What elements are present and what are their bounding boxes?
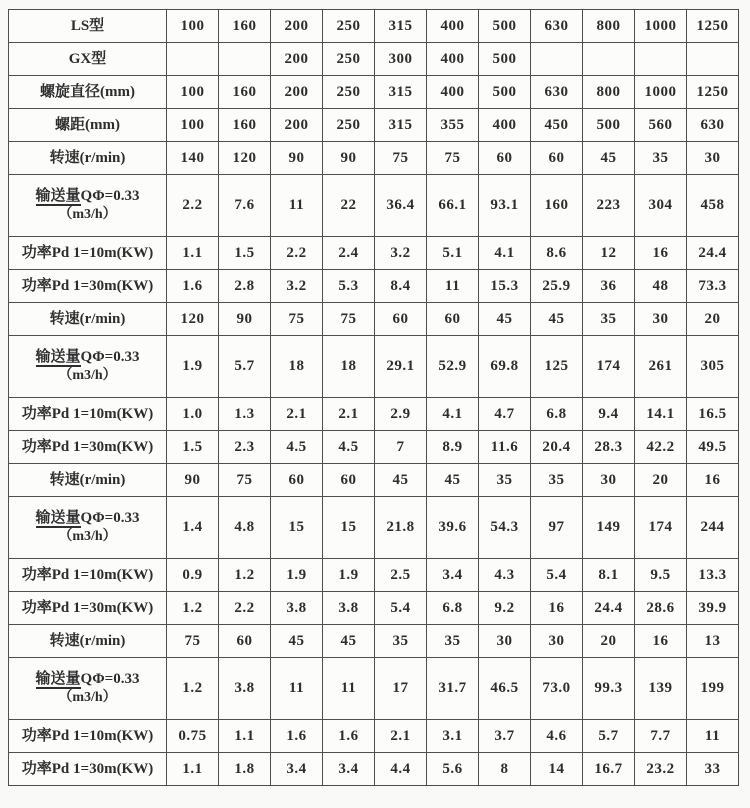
- value-cell: 8.4: [375, 270, 427, 303]
- value-cell: 12: [583, 237, 635, 270]
- value-cell: 4.7: [479, 398, 531, 431]
- value-cell: 36.4: [375, 175, 427, 237]
- table-row: [9, 175, 739, 237]
- value-cell: 39.6: [427, 497, 479, 559]
- value-cell: 45: [583, 142, 635, 175]
- value-cell: 2.1: [271, 398, 323, 431]
- value-cell: 200: [271, 10, 323, 43]
- value-cell: 200: [271, 109, 323, 142]
- value-cell: 60: [323, 464, 375, 497]
- value-cell: 100: [167, 10, 219, 43]
- value-cell: 75: [167, 625, 219, 658]
- value-cell: 630: [687, 109, 739, 142]
- value-cell: 4.5: [271, 431, 323, 464]
- table-row: [9, 303, 739, 336]
- value-cell: 2.5: [375, 559, 427, 592]
- value-cell: 21.8: [375, 497, 427, 559]
- value-cell: 2.2: [167, 175, 219, 237]
- row-label: 功率Pd 1=30m(KW): [9, 431, 167, 464]
- value-cell: 315: [375, 109, 427, 142]
- value-cell: 0.75: [167, 720, 219, 753]
- value-cell: 24.4: [687, 237, 739, 270]
- value-cell: 400: [427, 10, 479, 43]
- value-cell: 9.4: [583, 398, 635, 431]
- value-cell: 90: [271, 142, 323, 175]
- value-cell: 3.4: [271, 753, 323, 786]
- value-cell: 2.4: [323, 237, 375, 270]
- row-label: 功率Pd 1=10m(KW): [9, 237, 167, 270]
- value-cell: 500: [479, 10, 531, 43]
- value-cell: 18: [323, 336, 375, 398]
- value-cell: 223: [583, 175, 635, 237]
- value-cell: 49.5: [687, 431, 739, 464]
- value-cell: 8.9: [427, 431, 479, 464]
- value-cell: 160: [219, 10, 271, 43]
- value-cell: 93.1: [479, 175, 531, 237]
- value-cell: 304: [635, 175, 687, 237]
- value-cell: 11: [271, 658, 323, 720]
- row-label: 功率Pd 1=10m(KW): [9, 720, 167, 753]
- value-cell: 16: [635, 237, 687, 270]
- value-cell: 3.8: [219, 658, 271, 720]
- value-cell: 2.1: [375, 720, 427, 753]
- value-cell: 1.6: [167, 270, 219, 303]
- table-row: [9, 10, 739, 43]
- value-cell: 120: [167, 303, 219, 336]
- value-cell: 315: [375, 76, 427, 109]
- value-cell: 35: [635, 142, 687, 175]
- value-cell: 75: [219, 464, 271, 497]
- value-cell: 15.3: [479, 270, 531, 303]
- value-cell: 15: [323, 497, 375, 559]
- row-label-underlined-part: 输送量: [35, 348, 81, 365]
- value-cell: 16.5: [687, 398, 739, 431]
- value-cell: 3.2: [271, 270, 323, 303]
- row-label: 转速(r/min): [9, 142, 167, 175]
- value-cell: 16.7: [583, 753, 635, 786]
- value-cell: 46.5: [479, 658, 531, 720]
- value-cell: 630: [531, 76, 583, 109]
- row-label-unit-line: （m3/h）: [58, 207, 117, 223]
- value-cell: 20: [635, 464, 687, 497]
- value-cell: 4.5: [323, 431, 375, 464]
- value-cell: 35: [583, 303, 635, 336]
- value-cell: 1.2: [167, 592, 219, 625]
- value-cell: 1.5: [167, 431, 219, 464]
- row-label: GX型: [9, 43, 167, 76]
- value-cell: 5.3: [323, 270, 375, 303]
- value-cell: 60: [375, 303, 427, 336]
- row-label: 转速(r/min): [9, 303, 167, 336]
- value-cell: 20.4: [531, 431, 583, 464]
- spec-table-body: [9, 10, 739, 786]
- value-cell: 73.0: [531, 658, 583, 720]
- value-cell: 13.3: [687, 559, 739, 592]
- value-cell: 3.4: [323, 753, 375, 786]
- value-cell: 355: [427, 109, 479, 142]
- value-cell: 1.1: [219, 720, 271, 753]
- value-cell: 6.8: [531, 398, 583, 431]
- row-label: 输送量QΦ=0.33 （m3/h）: [9, 658, 167, 720]
- value-cell: 9.2: [479, 592, 531, 625]
- value-cell: 630: [531, 10, 583, 43]
- value-cell: 3.7: [479, 720, 531, 753]
- value-cell: 29.1: [375, 336, 427, 398]
- value-cell: 30: [583, 464, 635, 497]
- value-cell: 174: [583, 336, 635, 398]
- value-cell: 4.4: [375, 753, 427, 786]
- value-cell: 16: [687, 464, 739, 497]
- row-label: 螺距(mm): [9, 109, 167, 142]
- value-cell: 24.4: [583, 592, 635, 625]
- value-cell: 36: [583, 270, 635, 303]
- value-cell: 31.7: [427, 658, 479, 720]
- value-cell: 1.1: [167, 237, 219, 270]
- value-cell: 17: [375, 658, 427, 720]
- table-row: [9, 592, 739, 625]
- value-cell: 14.1: [635, 398, 687, 431]
- value-cell: 7: [375, 431, 427, 464]
- value-cell: 6.8: [427, 592, 479, 625]
- value-cell: 1000: [635, 10, 687, 43]
- value-cell: 39.9: [687, 592, 739, 625]
- value-cell: 45: [323, 625, 375, 658]
- value-cell: 458: [687, 175, 739, 237]
- table-row: [9, 497, 739, 559]
- value-cell: 14: [531, 753, 583, 786]
- value-cell: 9.5: [635, 559, 687, 592]
- value-cell: 1250: [687, 10, 739, 43]
- value-cell: 30: [531, 625, 583, 658]
- value-cell: 7.6: [219, 175, 271, 237]
- value-cell: 52.9: [427, 336, 479, 398]
- table-row: [9, 270, 739, 303]
- value-cell: 244: [687, 497, 739, 559]
- row-label: LS型: [9, 10, 167, 43]
- value-cell: 11: [427, 270, 479, 303]
- row-label: 输送量QΦ=0.33 （m3/h）: [9, 175, 167, 237]
- row-label: 转速(r/min): [9, 625, 167, 658]
- value-cell: 75: [271, 303, 323, 336]
- value-cell: 300: [375, 43, 427, 76]
- table-row: [9, 237, 739, 270]
- row-label-underlined-part: 输送量: [35, 670, 81, 687]
- value-cell: 200: [271, 43, 323, 76]
- value-cell: 3.4: [427, 559, 479, 592]
- value-cell: 45: [479, 303, 531, 336]
- value-cell: 1000: [635, 76, 687, 109]
- value-cell: [687, 43, 739, 76]
- value-cell: 250: [323, 10, 375, 43]
- value-cell: 1.2: [219, 559, 271, 592]
- value-cell: 1.0: [167, 398, 219, 431]
- value-cell: 4.6: [531, 720, 583, 753]
- value-cell: 60: [271, 464, 323, 497]
- value-cell: 3.1: [427, 720, 479, 753]
- value-cell: 120: [219, 142, 271, 175]
- value-cell: 30: [479, 625, 531, 658]
- value-cell: 149: [583, 497, 635, 559]
- value-cell: 4.1: [427, 398, 479, 431]
- value-cell: 140: [167, 142, 219, 175]
- table-row: [9, 753, 739, 786]
- value-cell: 11: [323, 658, 375, 720]
- value-cell: 16: [635, 625, 687, 658]
- value-cell: 315: [375, 10, 427, 43]
- value-cell: 90: [167, 464, 219, 497]
- value-cell: 60: [427, 303, 479, 336]
- value-cell: 69.8: [479, 336, 531, 398]
- value-cell: 22: [323, 175, 375, 237]
- value-cell: 261: [635, 336, 687, 398]
- value-cell: 60: [531, 142, 583, 175]
- value-cell: 45: [427, 464, 479, 497]
- value-cell: 560: [635, 109, 687, 142]
- value-cell: 13: [687, 625, 739, 658]
- value-cell: [167, 43, 219, 76]
- value-cell: 11: [271, 175, 323, 237]
- value-cell: 8: [479, 753, 531, 786]
- value-cell: 5.1: [427, 237, 479, 270]
- value-cell: 3.2: [375, 237, 427, 270]
- value-cell: 250: [323, 109, 375, 142]
- value-cell: 16: [531, 592, 583, 625]
- value-cell: 1.6: [271, 720, 323, 753]
- value-cell: 5.4: [375, 592, 427, 625]
- value-cell: 1.8: [219, 753, 271, 786]
- value-cell: 48: [635, 270, 687, 303]
- value-cell: 7.7: [635, 720, 687, 753]
- value-cell: 99.3: [583, 658, 635, 720]
- row-label-unit-line: （m3/h）: [58, 690, 117, 706]
- value-cell: 18: [271, 336, 323, 398]
- value-cell: 28.6: [635, 592, 687, 625]
- value-cell: 15: [271, 497, 323, 559]
- table-row: [9, 336, 739, 398]
- value-cell: 60: [219, 625, 271, 658]
- value-cell: 160: [219, 76, 271, 109]
- value-cell: 73.3: [687, 270, 739, 303]
- row-label: 功率Pd 1=30m(KW): [9, 753, 167, 786]
- value-cell: 250: [323, 43, 375, 76]
- value-cell: [531, 43, 583, 76]
- value-cell: 139: [635, 658, 687, 720]
- value-cell: 35: [375, 625, 427, 658]
- value-cell: [219, 43, 271, 76]
- value-cell: 35: [479, 464, 531, 497]
- table-row: [9, 720, 739, 753]
- value-cell: 75: [427, 142, 479, 175]
- value-cell: 54.3: [479, 497, 531, 559]
- value-cell: 250: [323, 76, 375, 109]
- value-cell: [635, 43, 687, 76]
- value-cell: 75: [323, 303, 375, 336]
- value-cell: 97: [531, 497, 583, 559]
- value-cell: 1.6: [323, 720, 375, 753]
- value-cell: 28.3: [583, 431, 635, 464]
- value-cell: 2.9: [375, 398, 427, 431]
- value-cell: 100: [167, 76, 219, 109]
- value-cell: 5.7: [583, 720, 635, 753]
- value-cell: 5.4: [531, 559, 583, 592]
- value-cell: 500: [479, 43, 531, 76]
- value-cell: 1.4: [167, 497, 219, 559]
- value-cell: 20: [583, 625, 635, 658]
- value-cell: 11: [687, 720, 739, 753]
- value-cell: 1.3: [219, 398, 271, 431]
- value-cell: 35: [427, 625, 479, 658]
- table-row: [9, 142, 739, 175]
- row-label-underlined-part: 输送量: [35, 187, 81, 204]
- value-cell: 400: [427, 76, 479, 109]
- value-cell: 2.2: [271, 237, 323, 270]
- value-cell: 30: [635, 303, 687, 336]
- table-row: [9, 625, 739, 658]
- row-label: 功率Pd 1=10m(KW): [9, 559, 167, 592]
- row-label: 功率Pd 1=30m(KW): [9, 270, 167, 303]
- row-label: 输送量QΦ=0.33 （m3/h）: [9, 336, 167, 398]
- value-cell: 25.9: [531, 270, 583, 303]
- value-cell: 3.8: [271, 592, 323, 625]
- value-cell: 1.1: [167, 753, 219, 786]
- value-cell: 20: [687, 303, 739, 336]
- value-cell: 400: [427, 43, 479, 76]
- value-cell: 450: [531, 109, 583, 142]
- row-label: 功率Pd 1=30m(KW): [9, 592, 167, 625]
- value-cell: 45: [531, 303, 583, 336]
- value-cell: 66.1: [427, 175, 479, 237]
- value-cell: 125: [531, 336, 583, 398]
- value-cell: 1.5: [219, 237, 271, 270]
- value-cell: 45: [271, 625, 323, 658]
- value-cell: 23.2: [635, 753, 687, 786]
- spec-table: [8, 9, 739, 786]
- value-cell: 500: [583, 109, 635, 142]
- value-cell: 1250: [687, 76, 739, 109]
- table-row: [9, 109, 739, 142]
- value-cell: 100: [167, 109, 219, 142]
- value-cell: 5.7: [219, 336, 271, 398]
- row-label: 转速(r/min): [9, 464, 167, 497]
- table-row: [9, 398, 739, 431]
- value-cell: 4.3: [479, 559, 531, 592]
- table-row: [9, 43, 739, 76]
- value-cell: 1.2: [167, 658, 219, 720]
- value-cell: 2.1: [323, 398, 375, 431]
- value-cell: 4.1: [479, 237, 531, 270]
- value-cell: 2.3: [219, 431, 271, 464]
- value-cell: 5.6: [427, 753, 479, 786]
- value-cell: 8.6: [531, 237, 583, 270]
- value-cell: 0.9: [167, 559, 219, 592]
- value-cell: 90: [323, 142, 375, 175]
- value-cell: 30: [687, 142, 739, 175]
- value-cell: 2.8: [219, 270, 271, 303]
- table-row: [9, 76, 739, 109]
- value-cell: 3.8: [323, 592, 375, 625]
- value-cell: 2.2: [219, 592, 271, 625]
- table-row: [9, 559, 739, 592]
- value-cell: 4.8: [219, 497, 271, 559]
- value-cell: 8.1: [583, 559, 635, 592]
- value-cell: 1.9: [167, 336, 219, 398]
- value-cell: 200: [271, 76, 323, 109]
- value-cell: 35: [531, 464, 583, 497]
- value-cell: 500: [479, 76, 531, 109]
- row-label-unit-line: （m3/h）: [58, 529, 117, 545]
- value-cell: [583, 43, 635, 76]
- value-cell: 400: [479, 109, 531, 142]
- value-cell: 800: [583, 76, 635, 109]
- row-label-underlined-part: 输送量: [35, 509, 81, 526]
- row-label: 功率Pd 1=10m(KW): [9, 398, 167, 431]
- value-cell: 33: [687, 753, 739, 786]
- value-cell: 199: [687, 658, 739, 720]
- value-cell: 305: [687, 336, 739, 398]
- value-cell: 42.2: [635, 431, 687, 464]
- row-label-unit-line: （m3/h）: [58, 368, 117, 384]
- value-cell: 1.9: [323, 559, 375, 592]
- table-row: [9, 464, 739, 497]
- page: [0, 9, 750, 808]
- value-cell: 60: [479, 142, 531, 175]
- row-label: 输送量QΦ=0.33 （m3/h）: [9, 497, 167, 559]
- value-cell: 160: [219, 109, 271, 142]
- row-label: 螺旋直径(mm): [9, 76, 167, 109]
- value-cell: 11.6: [479, 431, 531, 464]
- value-cell: 160: [531, 175, 583, 237]
- value-cell: 75: [375, 142, 427, 175]
- value-cell: 90: [219, 303, 271, 336]
- value-cell: 174: [635, 497, 687, 559]
- table-row: [9, 431, 739, 464]
- value-cell: 1.9: [271, 559, 323, 592]
- table-row: [9, 658, 739, 720]
- value-cell: 800: [583, 10, 635, 43]
- value-cell: 45: [375, 464, 427, 497]
